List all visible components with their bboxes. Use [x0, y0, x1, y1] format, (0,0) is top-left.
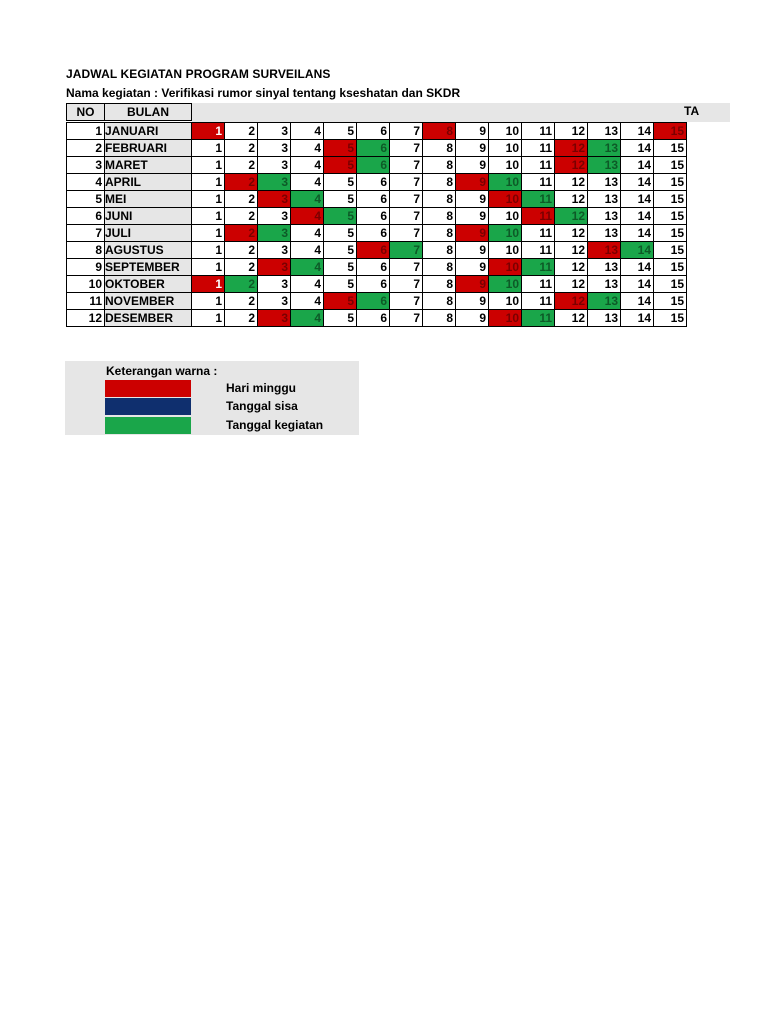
table-row	[67, 259, 687, 276]
day-cell: 6	[357, 157, 390, 174]
day-cell: 8	[423, 310, 456, 327]
day-cell: 15	[654, 310, 687, 327]
day-cell: 14	[621, 225, 654, 242]
legend-label-tanggal-sisa: Tanggal sisa	[226, 399, 298, 413]
day-cell: 11	[522, 208, 555, 225]
day-cell: 8	[423, 140, 456, 157]
day-cell: 11	[522, 123, 555, 140]
day-cell: 15	[654, 174, 687, 191]
day-cell: 10	[489, 242, 522, 259]
day-cell: 4	[291, 174, 324, 191]
day-cell: 5	[324, 293, 357, 310]
day-cell: 3	[258, 191, 291, 208]
legend	[65, 361, 359, 435]
day-cell: 15	[654, 259, 687, 276]
document-title: JADWAL KEGIATAN PROGRAM SURVEILANS	[66, 67, 331, 81]
day-cell: 6	[357, 310, 390, 327]
day-cell: 1	[192, 276, 225, 293]
day-cell: 8	[423, 157, 456, 174]
day-cell: 6	[357, 174, 390, 191]
day-cell: 15	[654, 242, 687, 259]
day-cell: 13	[588, 157, 621, 174]
day-cell: 5	[324, 140, 357, 157]
day-cell: 1	[192, 225, 225, 242]
row-number: 11	[67, 293, 105, 310]
row-number: 2	[67, 140, 105, 157]
day-cell: 3	[258, 174, 291, 191]
day-cell: 3	[258, 259, 291, 276]
day-cell: 14	[621, 157, 654, 174]
day-cell: 5	[324, 242, 357, 259]
legend-label-hari-minggu: Hari minggu	[226, 381, 297, 395]
day-cell: 12	[555, 157, 588, 174]
day-cell: 3	[258, 242, 291, 259]
day-cell: 13	[588, 140, 621, 157]
header-no: NO	[66, 103, 105, 121]
day-cell: 10	[489, 259, 522, 276]
day-cell: 14	[621, 259, 654, 276]
day-cell: 7	[390, 123, 423, 140]
day-cell: 14	[621, 140, 654, 157]
day-cell: 8	[423, 174, 456, 191]
day-cell: 14	[621, 293, 654, 310]
day-cell: 13	[588, 276, 621, 293]
day-cell: 7	[390, 157, 423, 174]
day-cell: 10	[489, 293, 522, 310]
day-cell: 3	[258, 225, 291, 242]
schedule-table	[66, 122, 687, 327]
month-name: MEI	[105, 191, 192, 208]
day-cell: 3	[258, 310, 291, 327]
day-cell: 6	[357, 242, 390, 259]
day-cell: 12	[555, 276, 588, 293]
day-cell: 6	[357, 293, 390, 310]
day-cell: 1	[192, 310, 225, 327]
day-cell: 13	[588, 293, 621, 310]
day-cell: 4	[291, 242, 324, 259]
day-cell: 8	[423, 259, 456, 276]
month-name: DESEMBER	[105, 310, 192, 327]
day-cell: 11	[522, 293, 555, 310]
day-cell: 7	[390, 174, 423, 191]
day-cell: 12	[555, 242, 588, 259]
day-cell: 7	[390, 310, 423, 327]
table-row	[67, 242, 687, 259]
day-cell: 15	[654, 191, 687, 208]
day-cell: 9	[456, 140, 489, 157]
day-cell: 9	[456, 225, 489, 242]
legend-swatch-hari-minggu	[105, 380, 191, 397]
day-cell: 1	[192, 259, 225, 276]
day-cell: 15	[654, 157, 687, 174]
day-cell: 7	[390, 293, 423, 310]
day-cell: 2	[225, 157, 258, 174]
day-cell: 11	[522, 174, 555, 191]
day-cell: 6	[357, 276, 390, 293]
header-band	[192, 103, 730, 122]
day-cell: 2	[225, 123, 258, 140]
day-cell: 4	[291, 157, 324, 174]
day-cell: 2	[225, 208, 258, 225]
day-cell: 2	[225, 259, 258, 276]
month-name: MARET	[105, 157, 192, 174]
day-cell: 9	[456, 208, 489, 225]
day-cell: 1	[192, 191, 225, 208]
day-cell: 10	[489, 157, 522, 174]
day-cell: 2	[225, 191, 258, 208]
day-cell: 11	[522, 191, 555, 208]
month-name: JUNI	[105, 208, 192, 225]
day-cell: 13	[588, 310, 621, 327]
day-cell: 14	[621, 123, 654, 140]
day-cell: 14	[621, 191, 654, 208]
row-number: 9	[67, 259, 105, 276]
day-cell: 11	[522, 225, 555, 242]
day-cell: 7	[390, 276, 423, 293]
document-subtitle: Nama kegiatan : Verifikasi rumor sinyal tentang kseshatan dan SKDR	[66, 86, 461, 100]
day-cell: 5	[324, 174, 357, 191]
day-cell: 12	[555, 140, 588, 157]
day-cell: 2	[225, 174, 258, 191]
day-cell: 9	[456, 293, 489, 310]
header-tanggal: TA	[684, 104, 700, 118]
row-number: 4	[67, 174, 105, 191]
day-cell: 6	[357, 140, 390, 157]
day-cell: 15	[654, 140, 687, 157]
day-cell: 4	[291, 293, 324, 310]
day-cell: 12	[555, 293, 588, 310]
day-cell: 4	[291, 225, 324, 242]
day-cell: 10	[489, 276, 522, 293]
day-cell: 12	[555, 225, 588, 242]
day-cell: 2	[225, 293, 258, 310]
legend-label-tanggal-kegiatan: Tanggal kegiatan	[226, 418, 324, 432]
day-cell: 9	[456, 123, 489, 140]
day-cell: 10	[489, 191, 522, 208]
legend-swatch-tanggal-sisa	[105, 398, 191, 415]
day-cell: 10	[489, 123, 522, 140]
month-name: NOVEMBER	[105, 293, 192, 310]
header-bulan: BULAN	[104, 103, 192, 121]
day-cell: 14	[621, 208, 654, 225]
day-cell: 6	[357, 191, 390, 208]
day-cell: 7	[390, 259, 423, 276]
table-row	[67, 157, 687, 174]
day-cell: 12	[555, 310, 588, 327]
row-number: 5	[67, 191, 105, 208]
day-cell: 13	[588, 259, 621, 276]
day-cell: 13	[588, 123, 621, 140]
day-cell: 10	[489, 208, 522, 225]
day-cell: 5	[324, 157, 357, 174]
day-cell: 13	[588, 225, 621, 242]
day-cell: 14	[621, 310, 654, 327]
day-cell: 1	[192, 208, 225, 225]
day-cell: 8	[423, 293, 456, 310]
day-cell: 9	[456, 157, 489, 174]
day-cell: 10	[489, 225, 522, 242]
day-cell: 5	[324, 191, 357, 208]
day-cell: 13	[588, 174, 621, 191]
day-cell: 12	[555, 123, 588, 140]
day-cell: 5	[324, 208, 357, 225]
month-name: JULI	[105, 225, 192, 242]
day-cell: 11	[522, 157, 555, 174]
day-cell: 9	[456, 259, 489, 276]
day-cell: 3	[258, 157, 291, 174]
day-cell: 6	[357, 259, 390, 276]
row-number: 6	[67, 208, 105, 225]
day-cell: 8	[423, 191, 456, 208]
day-cell: 1	[192, 242, 225, 259]
day-cell: 8	[423, 225, 456, 242]
day-cell: 10	[489, 140, 522, 157]
day-cell: 4	[291, 208, 324, 225]
month-name: FEBRUARI	[105, 140, 192, 157]
day-cell: 4	[291, 276, 324, 293]
table-row	[67, 276, 687, 293]
day-cell: 8	[423, 242, 456, 259]
day-cell: 13	[588, 208, 621, 225]
table-row	[67, 293, 687, 310]
day-cell: 15	[654, 208, 687, 225]
day-cell: 13	[588, 191, 621, 208]
day-cell: 2	[225, 140, 258, 157]
day-cell: 1	[192, 174, 225, 191]
day-cell: 7	[390, 225, 423, 242]
day-cell: 1	[192, 157, 225, 174]
day-cell: 2	[225, 225, 258, 242]
day-cell: 4	[291, 310, 324, 327]
row-number: 8	[67, 242, 105, 259]
day-cell: 8	[423, 123, 456, 140]
day-cell: 14	[621, 174, 654, 191]
day-cell: 4	[291, 259, 324, 276]
day-cell: 5	[324, 276, 357, 293]
day-cell: 5	[324, 123, 357, 140]
day-cell: 9	[456, 191, 489, 208]
day-cell: 2	[225, 242, 258, 259]
day-cell: 11	[522, 259, 555, 276]
day-cell: 12	[555, 208, 588, 225]
day-cell: 4	[291, 191, 324, 208]
day-cell: 3	[258, 123, 291, 140]
day-cell: 4	[291, 123, 324, 140]
day-cell: 7	[390, 140, 423, 157]
day-cell: 3	[258, 276, 291, 293]
month-name: AGUSTUS	[105, 242, 192, 259]
table-row	[67, 191, 687, 208]
row-number: 12	[67, 310, 105, 327]
row-number: 1	[67, 123, 105, 140]
day-cell: 11	[522, 242, 555, 259]
table-row	[67, 310, 687, 327]
day-cell: 8	[423, 208, 456, 225]
day-cell: 3	[258, 140, 291, 157]
day-cell: 14	[621, 276, 654, 293]
day-cell: 5	[324, 225, 357, 242]
day-cell: 9	[456, 310, 489, 327]
day-cell: 3	[258, 293, 291, 310]
day-cell: 14	[621, 242, 654, 259]
day-cell: 12	[555, 191, 588, 208]
day-cell: 11	[522, 140, 555, 157]
day-cell: 15	[654, 276, 687, 293]
day-cell: 1	[192, 140, 225, 157]
month-name: APRIL	[105, 174, 192, 191]
day-cell: 9	[456, 276, 489, 293]
row-number: 3	[67, 157, 105, 174]
day-cell: 6	[357, 123, 390, 140]
day-cell: 2	[225, 310, 258, 327]
day-cell: 5	[324, 259, 357, 276]
table-row	[67, 208, 687, 225]
day-cell: 3	[258, 208, 291, 225]
day-cell: 1	[192, 293, 225, 310]
day-cell: 8	[423, 276, 456, 293]
day-cell: 7	[390, 191, 423, 208]
month-name: OKTOBER	[105, 276, 192, 293]
day-cell: 6	[357, 225, 390, 242]
table-row	[67, 123, 687, 140]
day-cell: 2	[225, 276, 258, 293]
day-cell: 15	[654, 225, 687, 242]
legend-title: Keterangan warna :	[106, 364, 218, 378]
day-cell: 9	[456, 242, 489, 259]
day-cell: 11	[522, 310, 555, 327]
table-row	[67, 225, 687, 242]
day-cell: 15	[654, 293, 687, 310]
day-cell: 7	[390, 208, 423, 225]
day-cell: 6	[357, 208, 390, 225]
day-cell: 11	[522, 276, 555, 293]
day-cell: 15	[654, 123, 687, 140]
day-cell: 12	[555, 174, 588, 191]
table-row	[67, 140, 687, 157]
day-cell: 9	[456, 174, 489, 191]
day-cell: 5	[324, 310, 357, 327]
table-row	[67, 174, 687, 191]
legend-swatch-tanggal-kegiatan	[105, 417, 191, 434]
day-cell: 4	[291, 140, 324, 157]
row-number: 7	[67, 225, 105, 242]
month-name: SEPTEMBER	[105, 259, 192, 276]
row-number: 10	[67, 276, 105, 293]
month-name: JANUARI	[105, 123, 192, 140]
day-cell: 10	[489, 174, 522, 191]
day-cell: 1	[192, 123, 225, 140]
day-cell: 7	[390, 242, 423, 259]
day-cell: 13	[588, 242, 621, 259]
day-cell: 12	[555, 259, 588, 276]
day-cell: 10	[489, 310, 522, 327]
